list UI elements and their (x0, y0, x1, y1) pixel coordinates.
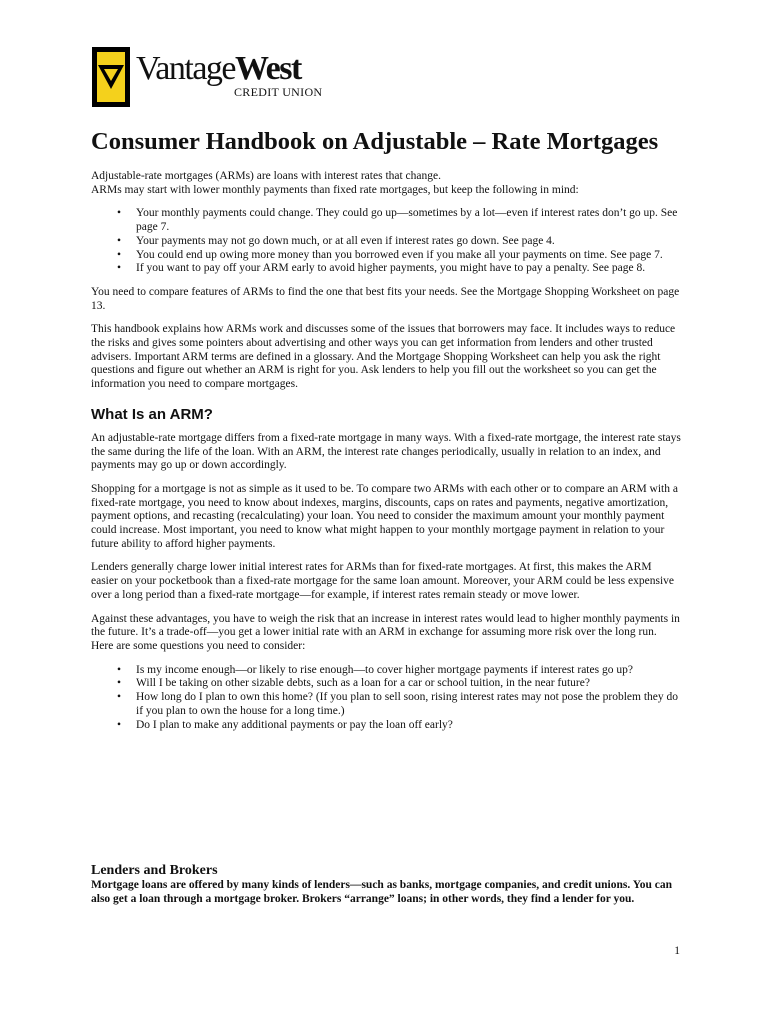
intro-bullet-list (91, 207, 681, 276)
arm-paragraph: Against these advantages, you have to weigh the risk that an increase in interest rates would lead to higher monthly payments in the future. It’s a trade-off—you get a lower initial rate with an ARM in exchange for assuming more risk over the long run. Here are some questions you need to consider: (91, 612, 680, 652)
list-item: • Your payments may not go down much, or at all even if interest rates go down. See page 4. (136, 235, 681, 249)
list-item: • Your monthly payments could change. They could go up—sometimes by a lot—even if interest rates don’t go up. See page 7. (136, 207, 681, 234)
intro-line-2: ARMs may start with lower monthly payments than fixed rate mortgages, but keep the following in mind: (91, 183, 579, 196)
section-heading-what-is-arm: What Is an ARM? (91, 405, 213, 423)
page-title: Consumer Handbook on Adjustable – Rate Mortgages (91, 128, 659, 155)
arm-paragraph: Lenders generally charge lower initial interest rates for ARMs than for fixed-rate mortgages. At first, this makes the ARM easier on your pocketbook than a fixed-rate mortgage for the same loan amount. Moreover, your ARM could be less expensive over a long period than a fixed-rate mortgage—for example, if interest rates remain steady or move lower. (91, 561, 674, 601)
list-item: • You could end up owing more money than you borrowed even if you make all your payments on time. See page 7. (136, 249, 681, 263)
compare-paragraph: You need to compare features of ARMs to find the one that best fits your needs. See the Mortgage Shopping Worksheet on page 13. (91, 285, 680, 312)
brand-subtitle: CREDIT UNION (234, 85, 323, 99)
list-item: • Do I plan to make any additional payments or pay the loan off early? (136, 719, 681, 733)
questions-bullet-list (91, 664, 681, 733)
document-body (91, 126, 681, 742)
handbook-paragraph: This handbook explains how ARMs work and discusses some of the issues that borrowers may face. It includes ways to reduce the risks and gives some pointers about advertising and other ways you can get information from lenders and other trusted advisers. Important ARM terms are defined in a glossary. And the Mortgage Shopping Worksheet can help you ask the right questions and figure out whether an ARM is right for you. Ask lenders to help you fill out the worksheet so you can get the information you need to compare mortgages. (91, 323, 676, 391)
list-item: • If you want to pay off your ARM early to avoid higher payments, you might have to pay a penalty. See page 8. (136, 262, 681, 276)
lenders-paragraph: Mortgage loans are offered by many kinds of lenders—such as banks, mortgage companies, and credit unions. You can also get a loan through a mortgage broker. Brokers “arrange” loans; in other words, they find a lender for you. (91, 879, 673, 905)
v-chevron-logo-icon (92, 47, 130, 107)
list-item: • Will I be taking on other sizable debts, such as a loan for a car or school tuition, in the near future? (136, 677, 681, 691)
arm-paragraph: Shopping for a mortgage is not as simple as it used to be. To compare two ARMs with each other or to compare an ARM with a fixed-rate mortgage, you need to know about indexes, margins, discounts, caps on rates and payments, negative amortization, payment options, and recasting (recalculating) your loan. You need to consider the maximum amount your monthly payment could increase. Most important, you need to know what might happen to your monthly mortgage payment in relation to your future ability to afford higher payments. (91, 482, 678, 550)
brand-name (136, 51, 301, 87)
arm-paragraph: An adjustable-rate mortgage differs from a fixed-rate mortgage in many ways. With a fixed-rate mortgage, the interest rate stays the same during the life of the loan. With an ARM, the interest rate changes periodically, usually in relation to an index, and payments may go up or down accordingly. (91, 431, 681, 472)
list-item: • Is my income enough—or likely to rise enough—to cover higher mortgage payments if interest rates go up? (136, 664, 681, 678)
intro-paragraph (91, 170, 681, 197)
page-number: 1 (674, 945, 680, 957)
logo (92, 47, 332, 109)
lenders-section (91, 863, 691, 916)
list-item: • How long do I plan to own this home? (If you plan to sell soon, rising interest rates may not pose the problem they do if you plan to own the house for a long time.) (136, 691, 681, 718)
brand-main: Vantage (136, 50, 236, 87)
section-heading-lenders: Lenders and Brokers (91, 863, 218, 878)
intro-line-1: Adjustable-rate mortgages (ARMs) are loans with interest rates that change. (91, 170, 441, 182)
brand-bold: West (235, 50, 301, 87)
